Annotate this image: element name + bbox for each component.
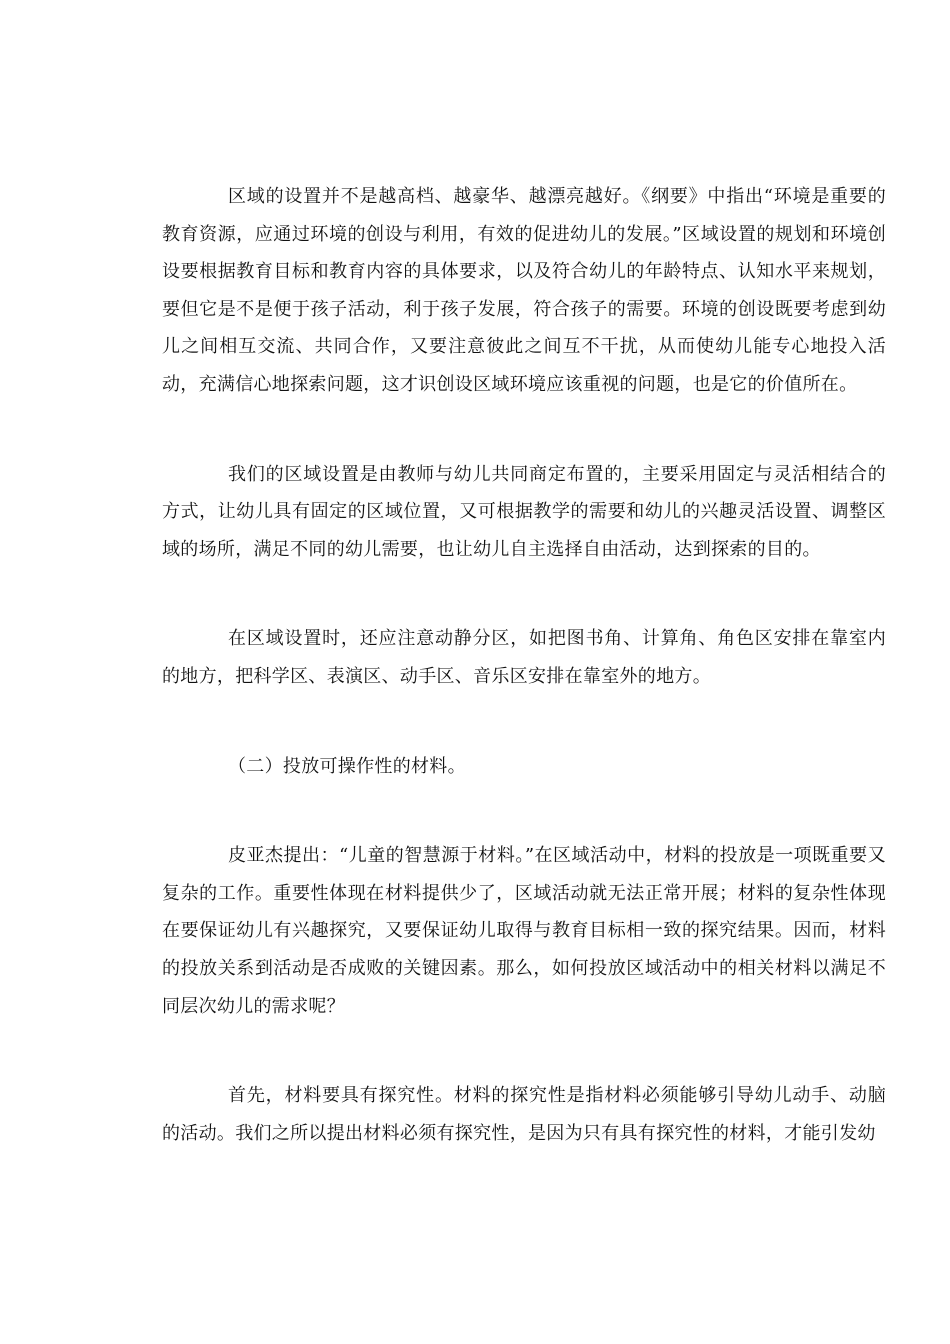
paragraph-spacer	[162, 568, 886, 620]
paragraph-spacer	[162, 785, 886, 837]
paragraph-spacer	[162, 404, 886, 456]
document-body	[162, 178, 886, 1152]
paragraph-area-setup-principles: 区域的设置并不是越高档、越豪华、越漂亮越好。《纲要》中指出“环境是重要的教育资源，应通过环境的创设与利用，有效的促进幼儿的发展。”区域设置的规划和环境创设要根据教育目标和教育内容的具体要求，以及符合幼儿的年龄特点、认知水平来规划，要但它是不是便于孩子活动，利于孩子发展，符合孩子的需要。环境的创设既要考虑到幼儿之间相互交流、共同合作，又要注意彼此之间互不干扰，从而使幼儿能专心地投入活动，充满信心地探索问题，这才识创设区域环境应该重视的问题，也是它的价值所在。	[162, 186, 886, 395]
section-heading-materials: （二）投放可操作性的材料。	[228, 755, 466, 777]
paragraph-spacer	[162, 1025, 886, 1077]
paragraph-exploratory-materials: 首先，材料要具有探究性。材料的探究性是指材料必须能够引导幼儿动手、动脑的活动。我们之所以提出材料必须有探究性，是因为只有具有探究性的材料，才能引发幼	[162, 1085, 886, 1144]
paragraph-quiet-active-zones: 在区域设置时，还应注意动静分区，如把图书角、计算角、角色区安排在靠室内的地方，把科学区、表演区、动手区、音乐区安排在靠室外的地方。	[162, 628, 886, 687]
paragraph-spacer	[162, 696, 886, 748]
paragraph-area-layout-method: 我们的区域设置是由教师与幼儿共同商定布置的，主要采用固定与灵活相结合的方式，让幼儿具有固定的区域位置，又可根据教学的需要和幼儿的兴趣灵活设置、调整区域的场所，满足不同的幼儿需要，也让幼儿自主选择自由活动，达到探索的目的。	[162, 463, 886, 560]
paragraph-piaget-materials: 皮亚杰提出：“儿童的智慧源于材料。”在区域活动中，材料的投放是一项既重要又复杂的工作。重要性体现在材料提供少了，区域活动就无法正常开展；材料的复杂性体现在要保证幼儿有兴趣探究，又要保证幼儿取得与教育目标相一致的探究结果。因而，材料的投放关系到活动是否成败的关键因素。那么，如何投放区域活动中的相关材料以满足不同层次幼儿的需求呢？	[162, 845, 886, 1017]
